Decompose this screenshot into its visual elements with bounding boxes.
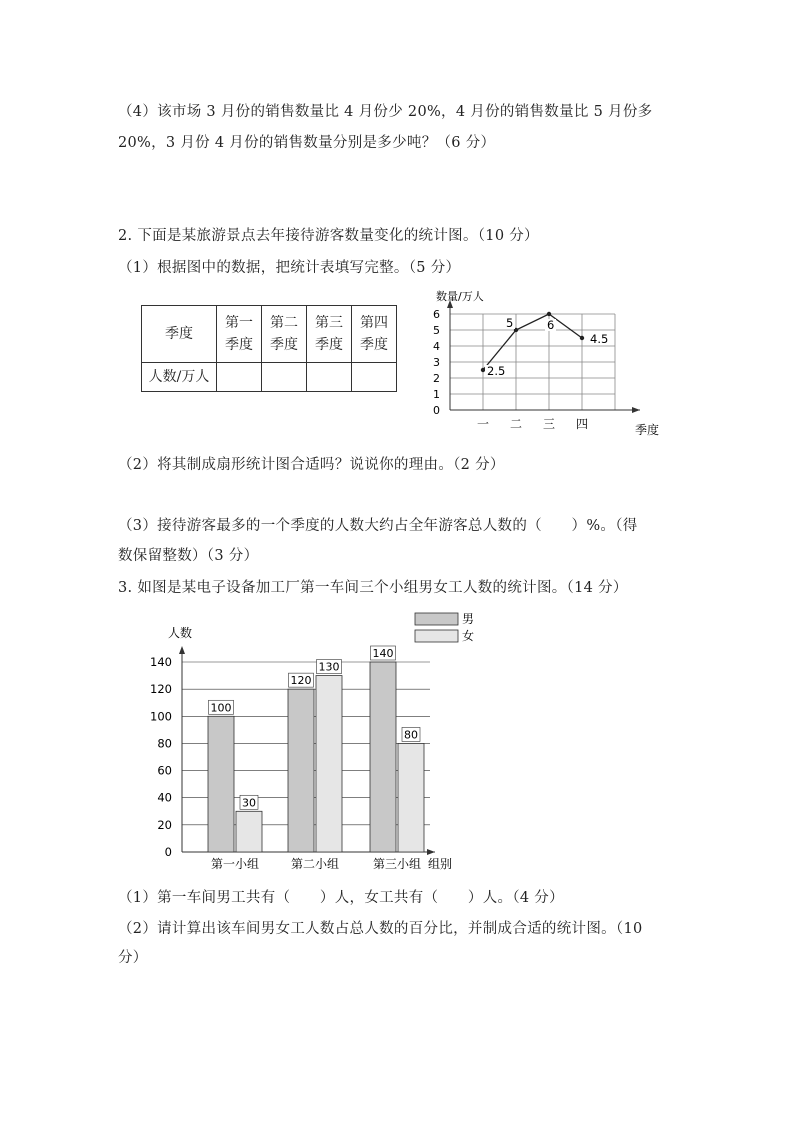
bar-value-label: 130 xyxy=(318,660,340,674)
table-cell-empty[interactable] xyxy=(217,363,262,392)
x-axis-arrow xyxy=(427,849,435,855)
table-quarter-4: 第四 季度 xyxy=(352,306,397,363)
data-label: 5 xyxy=(506,316,514,330)
y-tick-label: 60 xyxy=(157,763,172,778)
x-tick-label: 二 xyxy=(509,417,523,431)
y-tick-label: 1 xyxy=(433,388,440,401)
data-point xyxy=(580,336,584,340)
q1-part4-line2: 20%，3 月份 4 月份的销售数量分别是多少吨？（6 分） xyxy=(118,135,496,151)
bar-value-label: 140 xyxy=(372,647,394,660)
x-tick-label: 三 xyxy=(542,417,556,431)
y-axis-arrow xyxy=(179,646,185,654)
data-point xyxy=(481,368,485,372)
q2-part3-line1: （3）接待游客最多的一个季度的人数大约占全年游客总人数的（ ）%。（得 xyxy=(118,518,638,534)
bar-value-label: 100 xyxy=(210,701,232,715)
bar-female xyxy=(398,743,424,852)
stat-table xyxy=(141,305,397,392)
x-tick-label: 第一小组 xyxy=(210,857,260,871)
y-tick-label: 2 xyxy=(433,372,440,385)
y-tick-label: 0 xyxy=(164,845,172,859)
bar-value-label: 80 xyxy=(404,728,418,742)
y-tick-label: 20 xyxy=(157,817,172,832)
x-axis-label: 季度 xyxy=(635,423,660,437)
legend-swatch-male xyxy=(415,613,458,625)
y-tick-label: 120 xyxy=(150,682,172,697)
table-row-label: 人数/万人 xyxy=(142,363,217,392)
y-tick-label: 5 xyxy=(433,324,440,337)
x-tick-label: 第二小组 xyxy=(290,857,340,871)
y-tick-label: 4 xyxy=(433,340,440,353)
data-label: 2.5 xyxy=(487,364,506,378)
legend-label-female: 女 xyxy=(462,629,475,643)
legend-label-male: 男 xyxy=(462,612,475,626)
x-tick-label: 四 xyxy=(575,417,589,431)
table-cell-empty[interactable] xyxy=(262,363,307,392)
q2-part2: （2）将其制成扇形统计图合适吗？说说你的理由。（2 分） xyxy=(118,457,505,473)
y-tick-label: 0 xyxy=(433,404,440,417)
bar-male xyxy=(288,689,314,852)
bar-female xyxy=(236,811,262,852)
y-tick-label: 3 xyxy=(433,356,440,369)
data-point xyxy=(547,312,551,316)
line-chart xyxy=(420,280,660,440)
table-quarter-2: 第二 季度 xyxy=(262,306,307,363)
bar-male xyxy=(370,662,396,852)
legend-swatch-female xyxy=(415,630,458,642)
bar-value-label: 120 xyxy=(290,674,312,688)
q3-title: 3. 如图是某电子设备加工厂第一车间三个小组男女工人数的统计图。（14 分） xyxy=(118,580,628,596)
bar-chart xyxy=(140,605,490,880)
table-quarter-3: 第三 季度 xyxy=(307,306,352,363)
q2-title: 2. 下面是某旅游景点去年接待游客数量变化的统计图。（10 分） xyxy=(118,228,539,244)
bar-female xyxy=(316,676,342,852)
y-tick-label: 80 xyxy=(157,736,172,751)
q3-part2-line2: 分） xyxy=(118,950,148,966)
q2-part1: （1）根据图中的数据，把统计表填写完整。（5 分） xyxy=(118,260,461,276)
table-cell-empty[interactable] xyxy=(352,363,397,392)
q2-part3-line2: 数保留整数）（3 分） xyxy=(118,548,259,564)
table-header-label: 季度 xyxy=(142,306,217,363)
q3-part1: （1）第一车间男工共有（ ）人，女工共有（ ）人。（4 分） xyxy=(118,890,564,906)
bar-value-label: 30 xyxy=(242,796,256,810)
data-label: 4.5 xyxy=(590,332,609,346)
table-cell-empty[interactable] xyxy=(307,363,352,392)
x-axis-label: 组别 xyxy=(428,857,453,871)
q3-part2-line1: （2）请计算出该车间男女工人数占总人数的百分比，并制成合适的统计图。（10 xyxy=(118,921,643,937)
x-axis-arrow xyxy=(632,407,640,413)
y-tick-label: 140 xyxy=(150,655,172,669)
y-tick-label: 100 xyxy=(150,709,172,724)
y-axis-label: 数量/万人 xyxy=(436,290,484,303)
y-tick-label: 40 xyxy=(157,790,172,805)
q1-part4-line1: （4）该市场 3 月份的销售数量比 4 月份少 20%，4 月份的销售数量比 5 月份多 xyxy=(118,104,653,120)
bar-male xyxy=(208,716,234,852)
table-quarter-1: 第一 季度 xyxy=(217,306,262,363)
y-tick-label: 6 xyxy=(433,308,440,321)
x-tick-label: 一 xyxy=(476,417,490,431)
data-label: 6 xyxy=(547,318,555,332)
x-tick-label: 第三小组 xyxy=(372,857,422,871)
y-axis-label: 人数 xyxy=(168,626,193,640)
